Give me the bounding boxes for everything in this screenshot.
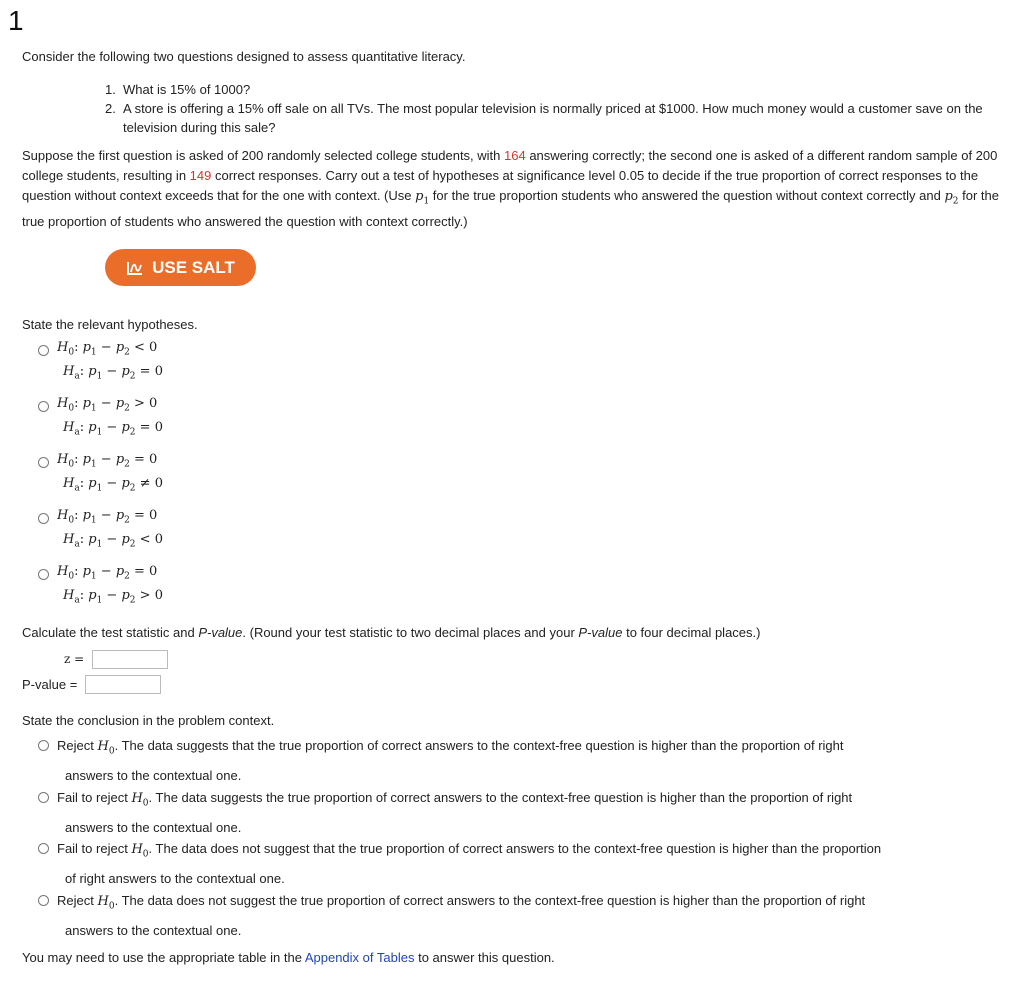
question-list — [105, 80, 985, 137]
p2-symbol: $p_2$ — [944, 189, 959, 207]
intro-text: Consider the following two questions designed to assess quantitative literacy. — [22, 49, 466, 64]
hypothesis-option[interactable] — [38, 562, 163, 610]
use-salt-label: USE SALT — [152, 257, 235, 277]
appendix-of-tables-link[interactable]: Appendix of Tables — [304, 950, 415, 965]
calculate-label — [22, 624, 760, 642]
conclusion-label: State the conclusion in the problem context. — [22, 713, 275, 728]
radio-button[interactable] — [38, 843, 49, 854]
problem-part2: answering correctly; the second one is asked of a different random sample of 200 college students, resulting in — [22, 148, 998, 183]
ha-statement: $H_a$: $p_1 - p_2 \ne 0$ — [63, 475, 163, 494]
ha-statement: $H_a$: $p_1 - p_2 = 0$ — [63, 363, 163, 382]
problem-text — [22, 146, 1002, 232]
radio-button[interactable] — [38, 401, 49, 412]
calc-text-a: Calculate the test statistic and — [22, 625, 199, 640]
ha-statement: $H_a$: $p_1 - p_2 = 0$ — [63, 419, 163, 438]
conclusion-continuation: of right answers to the contextual one. — [65, 870, 285, 886]
conclusion-continuation: answers to the contextual one. — [65, 922, 242, 938]
list-item-number: 1. — [105, 82, 116, 97]
conclusion-text: Reject $H_0$. The data does not suggest the true proportion of correct answers to the context-free question is higher than the proportion of right — [57, 893, 866, 912]
radio-button[interactable] — [38, 345, 49, 356]
h0-relation: = 0 — [134, 507, 158, 523]
list-item-number: 2. — [105, 101, 116, 116]
h0-symbol: $H_0$ — [131, 842, 149, 860]
conclusion-action: Reject — [57, 738, 94, 753]
ha-statement: $H_a$: $p_1 - p_2 > 0$ — [63, 587, 163, 606]
radio-button[interactable] — [38, 457, 49, 468]
pvalue-input[interactable] — [85, 675, 161, 694]
conclusion-body: The data does not suggest that the true proportion of correct answers to the context-free question is higher than the proportion — [152, 841, 882, 856]
conclusion-action: Reject — [57, 893, 94, 908]
problem-part1: Suppose the first question is asked of 200 randomly selected college students, with — [22, 148, 505, 163]
conclusion-option[interactable] — [38, 889, 1018, 943]
radio-button[interactable] — [38, 740, 49, 751]
conclusion-body: The data suggests the true proportion of correct answers to the context-free question is higher than the proportion of right — [152, 790, 853, 805]
ha-relation: ≠ 0 — [139, 475, 163, 491]
calc-text-b: . (Round your test statistic to two decimal places and your — [242, 625, 579, 640]
ha-relation: < 0 — [139, 531, 163, 547]
h0-relation: < 0 — [134, 339, 158, 355]
conclusion-option[interactable] — [38, 786, 1018, 840]
footer-note — [22, 949, 555, 967]
h0-relation: > 0 — [134, 395, 158, 411]
radio-button[interactable] — [38, 792, 49, 803]
pvalue-label: P-value = — [22, 676, 78, 692]
footer-text-pre: You may need to use the appropriate table in the — [22, 950, 305, 965]
ha-relation: > 0 — [139, 587, 163, 603]
pvalue-word: P-value — [198, 625, 243, 640]
hypothesis-option[interactable] — [38, 338, 163, 386]
z-label: z = — [64, 652, 85, 666]
conclusion-action: Fail to reject — [57, 841, 128, 856]
h0-symbol: $H_0$ — [131, 791, 149, 809]
conclusion-continuation: answers to the contextual one. — [65, 767, 242, 783]
question-number: 1 — [8, 5, 24, 36]
hypotheses-label: State the relevant hypotheses. — [22, 317, 198, 332]
use-salt-button[interactable] — [105, 249, 256, 286]
radio-button[interactable] — [38, 513, 49, 524]
list-item-text: A store is offering a 15% off sale on all TVs. The most popular television is normally priced at $1000. How much money would a customer save on the television during this sale? — [123, 101, 983, 135]
conclusion-text: Fail to reject $H_0$. The data suggests the true proportion of correct answers to the context-free question is higher than the proportion of right — [57, 790, 853, 809]
list-item — [105, 80, 985, 99]
p1-symbol: $p_1$ — [415, 189, 430, 207]
hypothesis-option[interactable] — [38, 450, 163, 498]
conclusion-body: The data suggests that the true proportion of correct answers to the context-free question is higher than the proportion of right — [118, 738, 844, 753]
h0-statement: $H_0$: $p_1 - p_2 < 0$ — [57, 339, 158, 358]
list-item-text: What is 15% of 1000? — [123, 82, 251, 97]
conclusion-action: Fail to reject — [57, 790, 128, 805]
highlight-value-149: 149 — [189, 168, 212, 183]
h0-relation: = 0 — [134, 563, 158, 579]
conclusion-text: Reject $H_0$. The data suggests that the true proportion of correct answers to the context-free question is higher than the proportion of right — [57, 738, 844, 757]
ha-relation: = 0 — [139, 363, 163, 379]
conclusion-option[interactable] — [38, 734, 1018, 788]
problem-part3: correct responses. Carry out a test of hypotheses at significance level 0.05 to decide if the true proportion of correct responses to the question without context exceeds that for the one with context. (Use — [22, 168, 979, 203]
conclusion-continuation: answers to the contextual one. — [65, 819, 242, 835]
problem-part4: for the true proportion students who answered the question without context correctly and — [429, 188, 945, 203]
problem-part5: for the true proportion of students who answered the question with context correctly.) — [22, 188, 999, 229]
z-input[interactable] — [92, 650, 168, 669]
h0-statement: $H_0$: $p_1 - p_2 > 0$ — [57, 395, 158, 414]
list-item — [105, 99, 985, 137]
highlight-value-164: 164 — [504, 148, 526, 163]
h0-symbol: $H_0$ — [97, 739, 115, 757]
conclusion-text: Fail to reject $H_0$. The data does not suggest that the true proportion of correct answers to the context-free question is higher than the proportion — [57, 841, 882, 860]
pvalue-word: P-value — [578, 625, 623, 640]
hypothesis-option[interactable] — [38, 506, 163, 554]
salt-chart-icon — [126, 260, 144, 276]
pvalue-row — [22, 673, 161, 695]
h0-relation: = 0 — [134, 451, 158, 467]
hypothesis-option[interactable] — [38, 394, 163, 442]
h0-symbol: $H_0$ — [97, 894, 115, 912]
radio-button[interactable] — [38, 895, 49, 906]
ha-statement: $H_a$: $p_1 - p_2 < 0$ — [63, 531, 163, 550]
conclusion-body: The data does not suggest the true proportion of correct answers to the context-free question is higher than the proportion of right — [118, 893, 866, 908]
h0-statement: $H_0$: $p_1 - p_2 = 0$ — [57, 451, 158, 470]
conclusion-option[interactable] — [38, 837, 1018, 891]
footer-text-post: to answer this question. — [414, 950, 555, 965]
calc-text-c: to four decimal places.) — [622, 625, 761, 640]
z-row — [64, 648, 168, 670]
h0-statement: $H_0$: $p_1 - p_2 = 0$ — [57, 563, 158, 582]
ha-relation: = 0 — [139, 419, 163, 435]
h0-statement: $H_0$: $p_1 - p_2 = 0$ — [57, 507, 158, 526]
radio-button[interactable] — [38, 569, 49, 580]
